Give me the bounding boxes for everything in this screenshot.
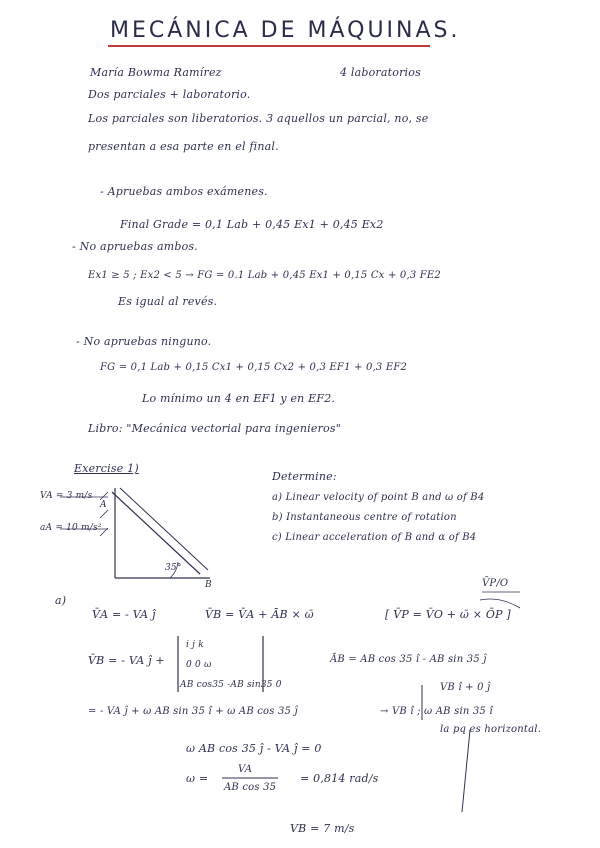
note-line-2: Los parciales son liberatorios. 3 aquellos un parcial, no, se [88,112,429,125]
note-line-4: - Apruebas ambos exámenes. [100,185,268,198]
rod-line-1 [112,492,200,574]
aa-label: aA = 10 m/s² [40,523,102,533]
va-label: VA = 3 m/s [40,491,93,501]
determine-heading: Determine: [272,470,337,483]
solution-j-component: ω AB cos 35 ĵ - VA ĵ = 0 [186,742,322,755]
note-line-6: - No apruebas ambos. [72,240,198,253]
note-line-8: Es igual al revés. [118,295,218,308]
task-a: a) Linear velocity of point B and ω of B4 [272,492,485,503]
solution-vb-eq: V̄B = V̄A + ĀB × ω̄ [205,608,314,621]
solution-omega-label: ω = [186,772,209,785]
note-line-11: Lo mínimo un 4 en EF1 y en EF2. [142,392,336,405]
solution-va: V̄A = - VA ĵ [92,608,156,621]
solution-general-eq: [ V̄P = V̄O + ω̄ × ŌP ] [385,608,511,621]
note-line-5: Final Grade = 0,1 Lab + 0,45 Ex1 + 0,45 Ex2 [120,218,384,231]
note-line-9: - No apruebas ninguno. [76,335,212,348]
point-a-label: A [100,500,107,510]
task-c: c) Linear acceleration of B and α of B4 [272,532,477,543]
matrix-row-3: AB cos35 -AB sin35 0 [180,680,282,690]
task-b: b) Instantaneous centre of rotation [272,512,457,523]
matrix-row-2: 0 0 ω [186,660,212,670]
matrix-row-1: i j k [186,640,204,650]
note-line-3: presentan a esa parte en el final. [88,140,279,153]
point-b-label: B [205,580,212,590]
rod-line-2 [120,488,208,570]
solution-ab-vector: ĀB = AB cos 35 î - AB sin 35 ĵ [330,654,487,665]
solution-vb-sum: VB î + 0 ĵ [440,682,491,693]
solution-vpo: V̄P/O [482,578,509,589]
solution-omega-num: VA [238,764,253,775]
note-line-1: Dos parciales + laboratorio. [88,88,251,101]
solution-expanded: = - VA ĵ + ω AB sin 35 î + ω AB cos 35 ĵ [88,706,298,717]
note-line-12: Libro: "Mecánica vectorial para ingenieros" [88,422,341,435]
angle-label: 35° [165,563,182,573]
solution-part-a: a) [55,594,67,607]
solution-vb-components: → VB î ; ω AB sin 35 î [380,706,493,717]
author-name: María Bowma Ramírez [90,66,222,79]
page-title: MECÁNICA DE MÁQUINAS. [110,18,461,43]
note-line-7: Ex1 ≥ 5 ; Ex2 < 5 → FG = 0.1 Lab + 0,45 Ex1 + 0,15 Cx + 0,3 FE2 [88,270,441,281]
solution-vb-result: VB = 7 m/s [290,822,355,835]
exercise-label: Exercise 1) [74,462,139,475]
solution-horizontal-note: la pq es horizontal. [440,724,542,735]
solution-omega-den: AB cos 35 [224,782,277,793]
labs-note: 4 laboratorios [340,66,421,79]
note-line-10: FG = 0,1 Lab + 0,15 Cx1 + 0,15 Cx2 + 0,3 EF1 + 0,3 EF2 [100,362,408,373]
solution-omega-result: = 0,814 rad/s [300,772,379,785]
solution-vb-matrix-prefix: V̄B = - VA ĵ + [88,654,165,667]
